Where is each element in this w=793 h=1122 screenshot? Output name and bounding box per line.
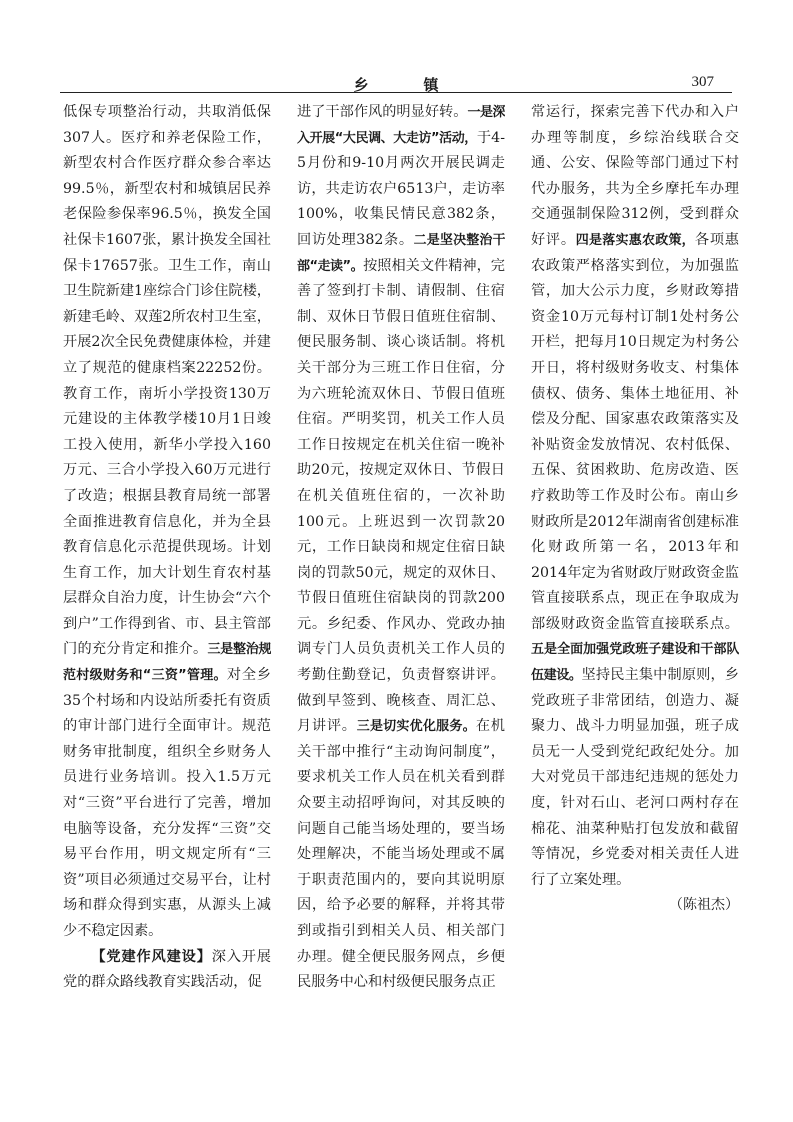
body-text: 坚持民主集中制原则，乡党政班子非常团结，创造力、凝聚力、战斗力明显加强，班子成员无一人受到党纪政纪处分。加大对党员干部违纪违规的惩处力度，针对石山、老河口两村存在棉花、油菜种贴打包发放和截留等情况，乡党委对相关责任人进行了立案处理。 (531, 667, 739, 888)
body-text: 在机关干部中推行“主动询问制度”，要求机关工作人员在机关看到群众要主动招呼询问，对其反映的问题自己能当场处理的，要当场处理解决，不能当场处理或不属于职责范围内的，要向其说明原因，给予必要的解释，并将其带到或指引到相关人员、相关部门办理。健全便民服务网点，乡便民服务中心和村级便民服务点正 (297, 718, 505, 991)
page-header (60, 62, 732, 92)
emphasis-text: 一是深入开展“大民调、大走访”活动， (297, 105, 505, 146)
column-2 (297, 100, 505, 1000)
body-text: 对全乡35个村场和内设站所委托有资质的审计部门进行全面审计。规范财务审批制度，组织全乡财务人员进行业务培训。投入1.5万元对“三资”平台进行了完善，增加电脑等设备，充分发挥“三资”交易平台作用，明文规定所有“三资”项目必须通过交易平台，让村场和群众得到实惠，从源头上减少不稳定因素。 (63, 667, 271, 939)
paragraph (63, 100, 271, 945)
emphasis-text: 五是全面加强党政班子建设和干部队伍建设。 (531, 642, 739, 684)
body-text: 常运行，探索完善下代办和入户办理等制度，乡综治线联合交通、公安、保险等部门通过下村代办服务，共为全乡摩托车办理交通强制保险312例，受到群众好评。 (531, 104, 739, 248)
section-tag: 【党建作风建设】 (91, 948, 212, 965)
body-text: 进了干部作风的明显好转。 (297, 104, 468, 120)
author-signature: （陈祖杰） (669, 897, 739, 914)
header-rule (60, 92, 732, 93)
column-1 (63, 100, 271, 1000)
emphasis-text: 三是整治规范村级财务和“三资”管理。 (63, 642, 271, 684)
page-number: 307 (691, 74, 714, 90)
body-text: 各项惠农政策严格落实到位，为加强监管，加大公示力度，乡财政筹措资金10万元每村订制1处村务公开栏，把每月10日规定为村务公开日，将村级财务收支、村集体债权、债务、集体土地征用、补偿及分配、国家惠农政策落实及补贴资金发放情况、农村低保、五保、贫困救助、危房改造、医疗救助等工作及时公布。南山乡财政所是2012年湖南省创建标准化财政所第一名，2013年和2014年定为省财政厅财政资金监管直接联系点，现正在争取成为部级财政资金监管直接联系点。 (531, 231, 739, 632)
body-text: 于4-5月份和9-10月两次开展民调走访，共走访农户6513户，走访率100%，收集民情民意382条，回访处理382条。 (297, 129, 505, 248)
paragraph (297, 100, 505, 996)
emphasis-text: 四是落实惠农政策， (575, 232, 695, 248)
emphasis-text: 二是坚决整治干部“走读”。 (297, 232, 505, 274)
column-3 (531, 100, 739, 1000)
paragraph (63, 945, 271, 996)
body-text: 低保专项整治行动，共取消低保307人。医疗和养老保险工作，新型农村合作医疗群众参合率达99.5％，新型农村和城镇居民养老保险参保率96.5％，换发全国社保卡1607张，累计换发全国社保卡17657张。卫生工作，南山卫生院新建1座综合门诊住院楼，新建毛岭、双莲2所农村卫生室，开展2次全民免费健康体检，并建立了规范的健康档案22252份。教育工作，南圻小学投资130万元建设的主体教学楼10月1日竣工投入使用，新华小学投入160万元、三合小学投入60万元进行了改造；根据县教育局统一部署全面推进教育信息化，并为全县教育信息化示范提供现场。计划生育工作，加大计划生育农村基层群众自治力度，计生协会“六个到户”工作得到省、市、县主管部门的充分肯定和推介。 (63, 104, 271, 658)
emphasis-text: 三是切实优化服务。 (356, 719, 476, 735)
body-text: 按照相关文件精神，完善了签到打卡制、请假制、住宿制、双休日节假日值班住宿制、便民服务制、谈心谈话制。将机关干部分为三班工作日住宿，分为六班轮流双休日、节假日值班住宿。严明奖罚，机关工作人员工作日按规定在机关住宿一晚补助20元，按规定双休日、节假日在机关值班住宿的，一次补助100元。上班迟到一次罚款20元，工作日缺岗和规定住宿日缺岗的罚款50元，规定的双休日、节假日值班住宿缺岗的罚款200元。乡纪委、作风办、党政办抽调专门人员负责机关工作人员的考勤住勤登记，负责督察讲评。做到早签到、晚核查、周汇总、月讲评。 (297, 257, 505, 735)
body-text: 深入开展党的群众路线教育实践活动，促 (63, 948, 271, 991)
section-title: 乡 镇 (353, 76, 459, 94)
paragraph (531, 100, 739, 893)
